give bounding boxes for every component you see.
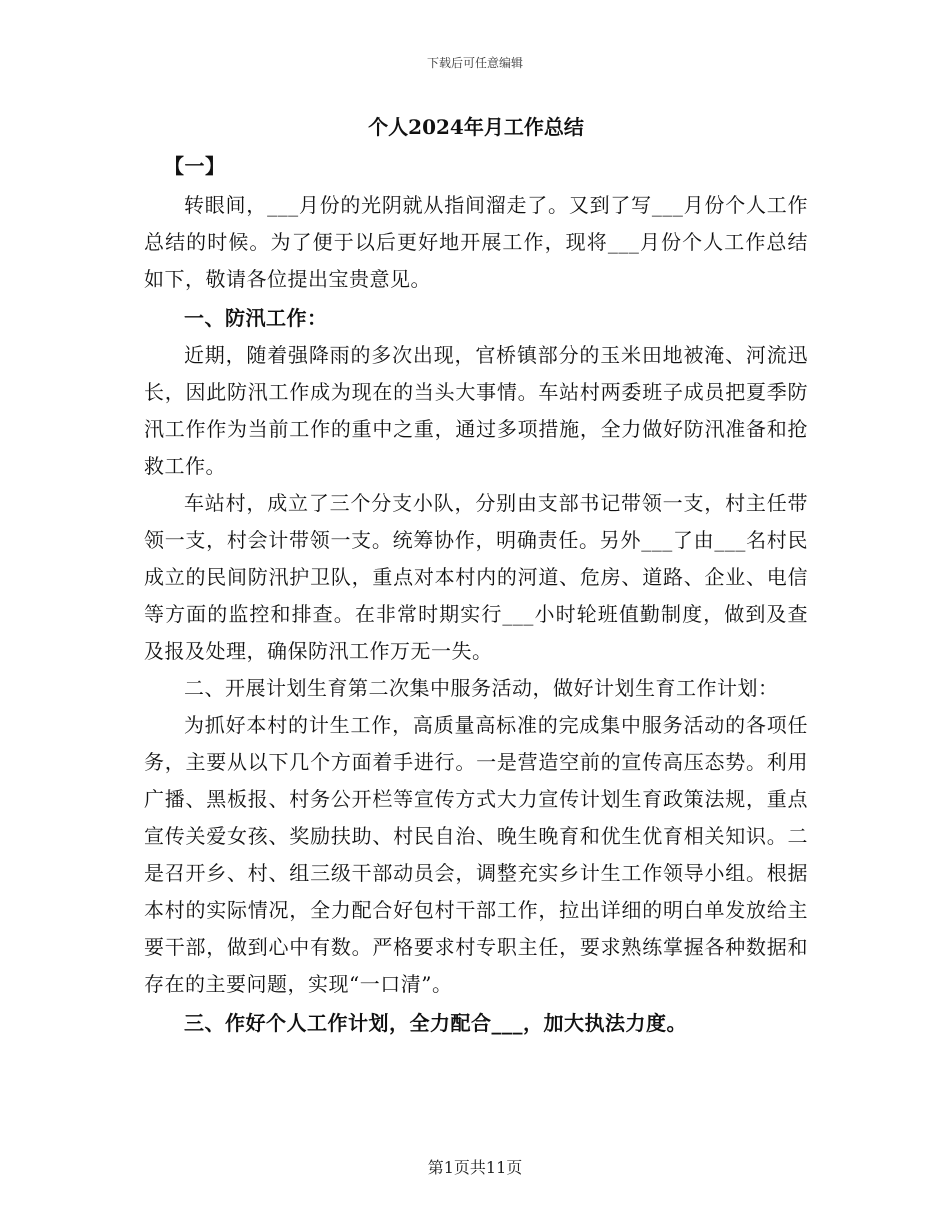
paragraph-flood-teams: 车站村，成立了三个分支小队，分别由支部书记带领一支，村主任带领一支，村会计带领一支。统筹协作，明确责任。另外___了由___名村民成立的民间防汛护卫队，重点对本村内的河道、危房、道路、企业、电信等方面的监控和排查。在非常时期实行___小时轮班值勤制度，做到及查及报及处理，确保防汛工作万无一失。 (144, 491, 808, 663)
section-mark: 【一】 (164, 154, 226, 178)
heading-flood-control: 一、防汛工作： (184, 306, 328, 330)
heading-family-planning: 二、开展计划生育第二次集中服务活动，做好计划生育工作计划： (184, 676, 779, 700)
paragraph-flood-situation: 近期，随着强降雨的多次出现，官桥镇部分的玉米田地被淹、河流迅长，因此防汛工作成为现在的当头大事情。车站村两委班子成员把夏季防汛工作作为当前工作的重中之重，通过多项措施，全力做好防汛准备和抢救工作。 (144, 343, 808, 478)
document-body (144, 112, 808, 1042)
page-footer: 第1页共11页 (427, 1158, 523, 1177)
paragraph-family-planning: 为抓好本村的计生工作，高质量高标准的完成集中服务活动的各项任务，主要从以下几个方面着手进行。一是营造空前的宣传高压态势。利用广播、黑板报、村务公开栏等宣传方式大力宣传计划生育政策法规，重点宣传关爱女孩、奖励扶助、村民自治、晚生晚育和优生优育相关知识。二是召开乡、村、组三级干部动员会，调整充实乡计生工作领导小组。根据本村的实际情况，全力配合好包村干部工作，拉出详细的明白单发放给主要干部，做到心中有数。严格要求村专职主任，要求熟练掌握各种数据和存在的主要问题，实现“一口清”。 (144, 713, 808, 996)
document-title: 个人2024年月工作总结 (368, 115, 584, 139)
header-note: 下载后可任意编辑 (426, 56, 523, 70)
paragraph-intro: 转眼间，___月份的光阴就从指间溜走了。又到了写___月份个人工作总结的时候。为了便于以后更好地开展工作，现将___月份个人工作总结如下，敬请各位提出宝贵意见。 (144, 193, 808, 291)
heading-personal-plan: 三、作好个人工作计划，全力配合___，加大执法力度。 (184, 1011, 687, 1035)
